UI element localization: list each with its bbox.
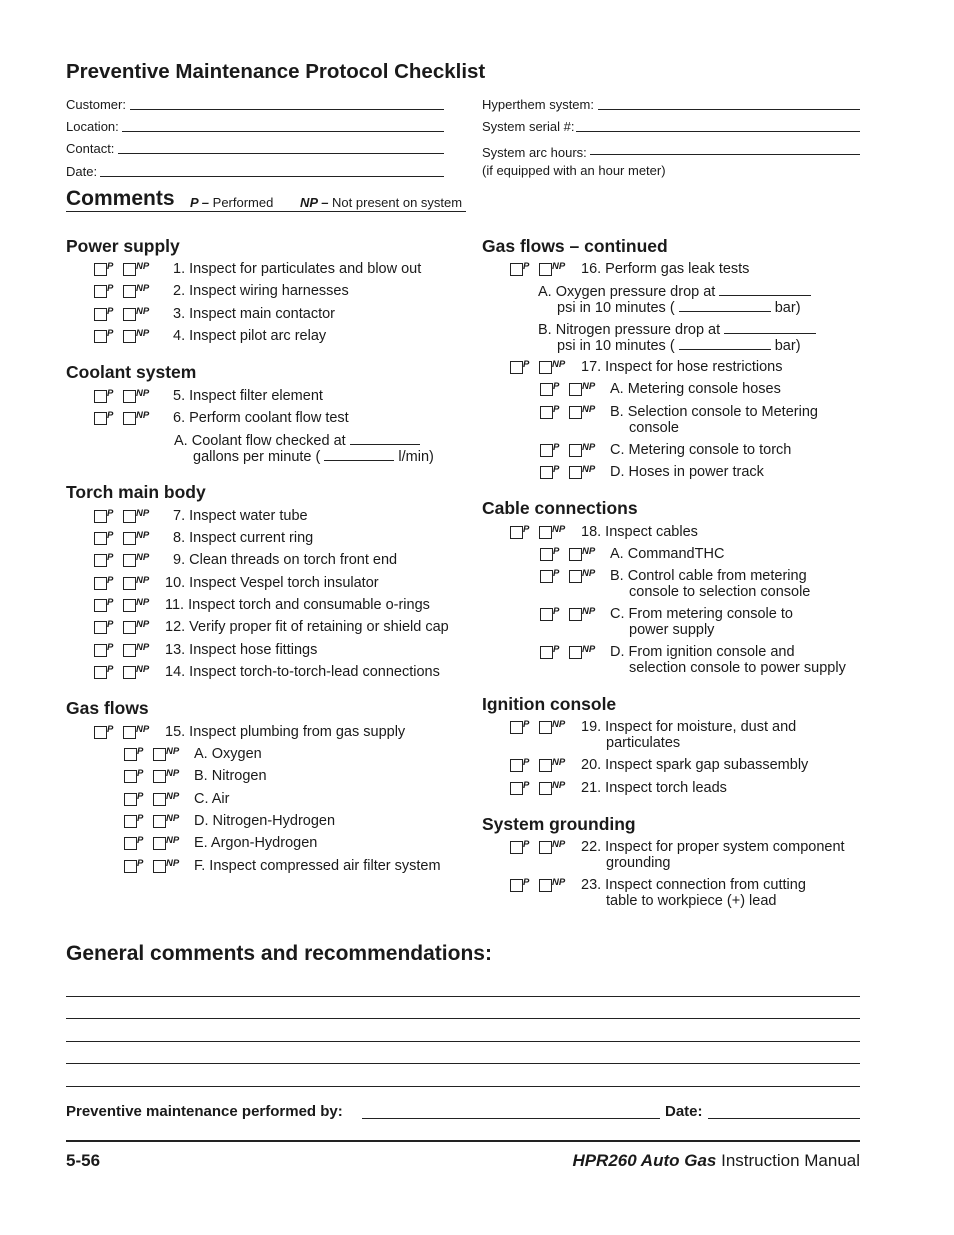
not-present-checkbox-label: NP [136, 664, 150, 675]
nitrogen-psi-units [557, 337, 801, 354]
checklist-row [94, 619, 474, 637]
checklist-row [94, 552, 474, 570]
section-ignition-console-title: Ignition console [482, 694, 617, 714]
footer-product: HPR260 Auto Gas [572, 1151, 717, 1170]
nitrogen-pressure-drop [538, 321, 816, 338]
performed-checkbox[interactable] [94, 330, 107, 343]
performed-checkbox[interactable] [540, 466, 553, 479]
not-present-checkbox-label: NP [136, 388, 150, 399]
hypertherm-system-field[interactable] [598, 109, 860, 110]
not-present-checkbox[interactable] [123, 285, 136, 298]
checklist-row [94, 388, 494, 406]
contact-field[interactable] [118, 153, 444, 154]
performed-checkbox-label: P [553, 644, 560, 655]
performed-checkbox-label: P [107, 642, 114, 653]
checklist-item-text: D. From ignition console and [610, 644, 795, 660]
performed-checkbox-label: P [137, 746, 144, 757]
performed-checkbox[interactable] [94, 554, 107, 567]
checklist-item-text: 12. Verify proper fit of retaining or shield cap [165, 619, 449, 635]
not-present-checkbox[interactable] [539, 759, 552, 772]
checklist-row [94, 597, 474, 615]
performed-checkbox-label: P [107, 283, 114, 294]
not-present-checkbox-label: NP [582, 381, 596, 392]
performed-checkbox[interactable] [94, 726, 107, 739]
location-field[interactable] [122, 131, 444, 132]
checklist-item-text: 2. Inspect wiring harnesses [173, 283, 349, 299]
performed-by-field[interactable] [362, 1118, 660, 1119]
performed-checkbox-label: P [107, 530, 114, 541]
nitrogen-psi-text: psi in 10 minutes ( [557, 338, 675, 354]
oxygen-pressure-text: A. Oxygen pressure drop at [538, 284, 716, 300]
performed-checkbox-label: P [107, 410, 114, 421]
section-torch-main-body-title: Torch main body [66, 482, 206, 502]
page-title: Preventive Maintenance Protocol Checklist [66, 60, 486, 83]
section-cable-connections-title: Cable connections [482, 498, 638, 518]
checklist-subrow [540, 381, 870, 399]
comments-divider [66, 211, 466, 212]
legend-performed [190, 195, 273, 210]
performed-checkbox[interactable] [540, 406, 553, 419]
performed-checkbox-label: P [523, 757, 530, 768]
checklist-item-text: C. Metering console to torch [610, 442, 792, 458]
not-present-checkbox[interactable] [539, 841, 552, 854]
general-comments-heading: General comments and recommendations: [66, 942, 492, 965]
checklist-subrow [124, 791, 504, 809]
checklist-item-text: B. Nitrogen [194, 768, 267, 784]
checklist-row [510, 839, 870, 873]
not-present-checkbox[interactable] [123, 577, 136, 590]
not-present-checkbox-label: NP [136, 508, 150, 519]
customer-field[interactable] [130, 109, 444, 110]
checklist-row [510, 359, 870, 377]
checklist-item-text: C. From metering console to [610, 606, 793, 622]
performed-checkbox-label: P [107, 508, 114, 519]
system-serial-label: System serial #: [482, 119, 575, 134]
performed-checkbox[interactable] [94, 599, 107, 612]
not-present-checkbox-label: NP [136, 530, 150, 541]
checklist-subrow [540, 442, 870, 460]
not-present-checkbox[interactable] [569, 608, 582, 621]
checklist-item-text: 10. Inspect Vespel torch insulator [165, 575, 379, 591]
not-present-checkbox[interactable] [539, 721, 552, 734]
performed-checkbox[interactable] [94, 263, 107, 276]
performed-checkbox-label: P [523, 359, 530, 370]
section-gas-flows-continued-title: Gas flows – continued [482, 236, 668, 256]
performed-checkbox[interactable] [94, 577, 107, 590]
section-system-grounding-title: System grounding [482, 814, 636, 834]
not-present-checkbox-label: NP [136, 261, 150, 272]
not-present-checkbox-label: NP [136, 328, 150, 339]
not-present-checkbox[interactable] [569, 646, 582, 659]
legend-not-present [300, 195, 462, 210]
legend-np-key: NP – [300, 195, 329, 210]
signoff-date-label: Date: [665, 1103, 703, 1120]
performed-checkbox-label: P [107, 388, 114, 399]
section-gas-flows-title: Gas flows [66, 698, 149, 718]
performed-checkbox[interactable] [94, 510, 107, 523]
not-present-checkbox-label: NP [582, 546, 596, 557]
nitrogen-psi-field[interactable] [724, 321, 816, 334]
performed-checkbox[interactable] [124, 860, 137, 873]
coolant-flow-units [193, 448, 434, 465]
checklist-item-text: A. Metering console hoses [610, 381, 781, 397]
not-present-checkbox-label: NP [552, 757, 566, 768]
performed-checkbox[interactable] [540, 383, 553, 396]
performed-checkbox-label: P [107, 664, 114, 675]
legend-p-key: P – [190, 195, 210, 210]
performed-checkbox[interactable] [540, 570, 553, 583]
performed-checkbox[interactable] [510, 526, 523, 539]
comment-line-1[interactable] [66, 996, 860, 997]
performed-checkbox-label: P [523, 780, 530, 791]
performed-checkbox[interactable] [510, 759, 523, 772]
checklist-item-text: 23. Inspect connection from cutting [581, 877, 806, 893]
nitrogen-bar-field[interactable] [679, 337, 771, 350]
not-present-checkbox-label: NP [136, 306, 150, 317]
checklist-item-text: A. CommandTHC [610, 546, 725, 562]
checklist-item-text: 5. Inspect filter element [173, 388, 323, 404]
checklist-row [510, 780, 870, 798]
performed-checkbox-label: P [107, 306, 114, 317]
location-label: Location: [66, 119, 119, 134]
signoff-date-field[interactable] [708, 1118, 860, 1119]
performed-checkbox-label: P [553, 404, 560, 415]
not-present-checkbox[interactable] [123, 412, 136, 425]
checklist-row [94, 664, 474, 682]
performed-checkbox-label: P [137, 835, 144, 846]
checklist-item-text: 6. Perform coolant flow test [173, 410, 349, 426]
oxygen-psi-field[interactable] [719, 283, 811, 296]
performed-checkbox-label: P [523, 524, 530, 535]
not-present-checkbox[interactable] [569, 383, 582, 396]
checklist-item-text: 17. Inspect for hose restrictions [581, 359, 783, 375]
not-present-checkbox[interactable] [153, 860, 166, 873]
not-present-checkbox-label: NP [582, 568, 596, 579]
performed-checkbox-label: P [107, 597, 114, 608]
checklist-item-text: grounding [606, 855, 671, 871]
performed-checkbox[interactable] [94, 621, 107, 634]
checklist-row [94, 328, 494, 346]
not-present-checkbox-label: NP [552, 524, 566, 535]
performed-checkbox-label: P [107, 261, 114, 272]
oxygen-psi-text: psi in 10 minutes ( [557, 300, 675, 316]
checklist-item-text: D. Nitrogen-Hydrogen [194, 813, 336, 829]
performed-checkbox[interactable] [510, 361, 523, 374]
comment-line-2[interactable] [66, 1018, 860, 1019]
not-present-checkbox-label: NP [136, 724, 150, 735]
not-present-checkbox[interactable] [153, 815, 166, 828]
not-present-checkbox-label: NP [136, 642, 150, 653]
not-present-checkbox-label: NP [136, 575, 150, 586]
checklist-subrow [124, 746, 504, 764]
not-present-checkbox[interactable] [123, 666, 136, 679]
checklist-item-text: 19. Inspect for moisture, dust and [581, 719, 797, 735]
arc-hours-label: System arc hours: [482, 145, 587, 160]
checklist-row [94, 306, 494, 324]
performed-checkbox-label: P [107, 724, 114, 735]
performed-checkbox-label: P [137, 813, 144, 824]
performed-checkbox[interactable] [94, 285, 107, 298]
checklist-item-text: C. Air [194, 791, 230, 807]
performed-checkbox-label: P [137, 791, 144, 802]
performed-checkbox-label: P [523, 877, 530, 888]
performed-checkbox[interactable] [94, 532, 107, 545]
not-present-checkbox[interactable] [569, 406, 582, 419]
comment-line-5[interactable] [66, 1086, 860, 1087]
comments-heading: Comments [66, 187, 175, 210]
performed-checkbox[interactable] [94, 644, 107, 657]
not-present-checkbox-label: NP [582, 606, 596, 617]
coolant-flow-gpm-field[interactable] [350, 432, 420, 445]
page-number: 5-56 [66, 1151, 101, 1170]
not-present-checkbox[interactable] [539, 263, 552, 276]
footer-manual: Instruction Manual [721, 1151, 860, 1170]
comment-line-3[interactable] [66, 1041, 860, 1042]
performed-checkbox[interactable] [510, 721, 523, 734]
checklist-item-text: D. Hoses in power track [610, 464, 764, 480]
not-present-checkbox-label: NP [136, 283, 150, 294]
checklist-item-text: 21. Inspect torch leads [581, 780, 727, 796]
not-present-checkbox[interactable] [569, 444, 582, 457]
not-present-checkbox[interactable] [123, 621, 136, 634]
checklist-item-text: 16. Perform gas leak tests [581, 261, 750, 277]
checklist-row [94, 508, 474, 526]
checklist-row [94, 410, 494, 428]
checklist-item-text: 8. Inspect current ring [173, 530, 314, 546]
coolant-flow-note [174, 432, 420, 449]
checklist-item-text: particulates [606, 735, 681, 751]
performed-checkbox[interactable] [540, 646, 553, 659]
checklist-item-text: 1. Inspect for particulates and blow out [173, 261, 422, 277]
not-present-checkbox-label: NP [552, 261, 566, 272]
checklist-row [94, 575, 474, 593]
performed-checkbox-label: P [137, 858, 144, 869]
performed-checkbox[interactable] [124, 815, 137, 828]
checklist-subrow [540, 568, 870, 602]
checklist-row [94, 642, 474, 660]
not-present-checkbox-label: NP [582, 442, 596, 453]
not-present-checkbox[interactable] [123, 330, 136, 343]
performed-checkbox-label: P [523, 839, 530, 850]
checklist-row [94, 724, 494, 742]
checklist-subrow [540, 464, 870, 482]
not-present-checkbox[interactable] [123, 554, 136, 567]
comment-line-4[interactable] [66, 1063, 860, 1064]
performed-checkbox-label: P [107, 328, 114, 339]
not-present-checkbox[interactable] [123, 726, 136, 739]
not-present-checkbox-label: NP [136, 410, 150, 421]
performed-checkbox[interactable] [510, 263, 523, 276]
checklist-item-text: A. Oxygen [194, 746, 262, 762]
not-present-checkbox[interactable] [123, 532, 136, 545]
performed-checkbox[interactable] [540, 608, 553, 621]
not-present-checkbox-label: NP [552, 877, 566, 888]
not-present-checkbox-label: NP [552, 359, 566, 370]
hypertherm-system-label: Hyperthem system: [482, 97, 594, 112]
arc-hours-field[interactable] [590, 154, 860, 155]
checklist-row [94, 530, 474, 548]
performed-checkbox[interactable] [94, 390, 107, 403]
checklist-row [94, 261, 494, 279]
performed-checkbox[interactable] [124, 748, 137, 761]
performed-checkbox-label: P [553, 546, 560, 557]
checklist-subrow [540, 606, 870, 640]
checklist-item-text: 11. Inspect torch and consumable o-rings [165, 597, 430, 613]
coolant-flow-lmin-field[interactable] [324, 448, 394, 461]
checklist-item-text: selection console to power supply [629, 660, 846, 676]
not-present-checkbox[interactable] [123, 510, 136, 523]
checklist-item-text: B. Selection console to Metering [610, 404, 818, 420]
not-present-checkbox-label: NP [136, 597, 150, 608]
checklist-item-text: 14. Inspect torch-to-torch-lead connections [165, 664, 440, 680]
performed-checkbox-label: P [553, 568, 560, 579]
legend-np-desc: Not present on system [332, 195, 463, 210]
not-present-checkbox[interactable] [153, 770, 166, 783]
checklist-item-text: table to workpiece (+) lead [606, 893, 777, 909]
not-present-checkbox[interactable] [569, 570, 582, 583]
coolant-flow-gpm-text: gallons per minute ( [193, 449, 321, 465]
performed-checkbox[interactable] [124, 793, 137, 806]
not-present-checkbox-label: NP [166, 835, 180, 846]
nitrogen-pressure-text: B. Nitrogen pressure drop at [538, 322, 721, 338]
performed-checkbox-label: P [523, 719, 530, 730]
checklist-item-text: B. Control cable from metering [610, 568, 807, 584]
checklist-item-text: 18. Inspect cables [581, 524, 698, 540]
checklist-row [510, 877, 870, 911]
checklist-subrow [540, 546, 870, 564]
oxygen-bar-field[interactable] [679, 299, 771, 312]
date-field[interactable] [100, 176, 444, 177]
footer-manual-title [572, 1151, 860, 1171]
not-present-checkbox-label: NP [552, 719, 566, 730]
performed-checkbox-label: P [553, 381, 560, 392]
coolant-flow-note-text: A. Coolant flow checked at [174, 433, 346, 449]
performed-checkbox-label: P [553, 606, 560, 617]
not-present-checkbox[interactable] [123, 599, 136, 612]
checklist-item-text: 20. Inspect spark gap subassembly [581, 757, 809, 773]
checklist-subrow [540, 644, 870, 678]
checklist-subrow [124, 768, 504, 786]
not-present-checkbox[interactable] [539, 782, 552, 795]
not-present-checkbox-label: NP [166, 791, 180, 802]
checklist-item-text: 13. Inspect hose fittings [165, 642, 318, 658]
nitrogen-bar-text: bar) [774, 338, 801, 354]
checklist-row [510, 719, 870, 753]
performed-checkbox[interactable] [540, 444, 553, 457]
performed-checkbox-label: P [107, 552, 114, 563]
oxygen-psi-units [557, 299, 801, 316]
not-present-checkbox[interactable] [539, 361, 552, 374]
checklist-row [510, 524, 870, 542]
checklist-item-text: E. Argon-Hydrogen [194, 835, 318, 851]
arc-hours-note: (if equipped with an hour meter) [482, 163, 666, 178]
not-present-checkbox-label: NP [582, 404, 596, 415]
not-present-checkbox-label: NP [582, 644, 596, 655]
oxygen-bar-text: bar) [774, 300, 801, 316]
not-present-checkbox[interactable] [153, 793, 166, 806]
checklist-item-text: console [629, 420, 679, 436]
section-power-supply-title: Power supply [66, 236, 180, 256]
customer-label: Customer: [66, 97, 126, 112]
not-present-checkbox[interactable] [539, 879, 552, 892]
performed-checkbox-label: P [553, 464, 560, 475]
not-present-checkbox[interactable] [153, 748, 166, 761]
checklist-subrow [124, 813, 504, 831]
performed-checkbox[interactable] [124, 837, 137, 850]
not-present-checkbox[interactable] [123, 308, 136, 321]
checklist-item-text: 9. Clean threads on torch front end [173, 552, 398, 568]
checklist-item-text: 22. Inspect for proper system component [581, 839, 845, 855]
checklist-subrow [540, 404, 870, 438]
not-present-checkbox-label: NP [166, 813, 180, 824]
performed-checkbox[interactable] [94, 308, 107, 321]
checklist-item-text: 3. Inspect main contactor [173, 306, 335, 322]
performed-checkbox[interactable] [94, 666, 107, 679]
checklist-item-text: 7. Inspect water tube [173, 508, 308, 524]
date-label: Date: [66, 164, 98, 179]
not-present-checkbox-label: NP [166, 858, 180, 869]
performed-checkbox[interactable] [124, 770, 137, 783]
performed-checkbox-label: P [137, 768, 144, 779]
performed-checkbox-label: P [107, 619, 114, 630]
performed-checkbox[interactable] [94, 412, 107, 425]
checklist-item-text: power supply [629, 622, 715, 638]
coolant-flow-lmin-text: l/min) [398, 449, 434, 465]
checklist-row [510, 261, 870, 279]
performed-checkbox-label: P [553, 442, 560, 453]
checklist-item-text: 15. Inspect plumbing from gas supply [165, 724, 406, 740]
not-present-checkbox-label: NP [166, 746, 180, 757]
legend-p-desc: Performed [212, 195, 274, 210]
oxygen-pressure-drop [538, 283, 811, 300]
not-present-checkbox-label: NP [136, 552, 150, 563]
footer-rule [66, 1140, 860, 1142]
performed-checkbox-label: P [523, 261, 530, 272]
not-present-checkbox-label: NP [552, 780, 566, 791]
contact-label: Contact: [66, 141, 115, 156]
checklist-item-text: console to selection console [629, 584, 811, 600]
section-coolant-system-title: Coolant system [66, 362, 197, 382]
not-present-checkbox-label: NP [136, 619, 150, 630]
not-present-checkbox-label: NP [582, 464, 596, 475]
checklist-row [94, 283, 494, 301]
performed-by-label: Preventive maintenance performed by: [66, 1103, 343, 1120]
not-present-checkbox[interactable] [123, 263, 136, 276]
checklist-subrow [124, 858, 504, 876]
not-present-checkbox[interactable] [569, 548, 582, 561]
not-present-checkbox-label: NP [552, 839, 566, 850]
performed-checkbox[interactable] [510, 841, 523, 854]
checklist-item-text: F. Inspect compressed air filter system [194, 858, 441, 874]
performed-checkbox[interactable] [540, 548, 553, 561]
checklist-subrow [124, 835, 504, 853]
performed-checkbox-label: P [107, 575, 114, 586]
system-serial-field[interactable] [576, 131, 860, 132]
performed-checkbox[interactable] [510, 782, 523, 795]
checklist-row [510, 757, 870, 775]
not-present-checkbox[interactable] [569, 466, 582, 479]
performed-checkbox[interactable] [510, 879, 523, 892]
not-present-checkbox[interactable] [153, 837, 166, 850]
checklist-item-text: 4. Inspect pilot arc relay [173, 328, 327, 344]
not-present-checkbox-label: NP [166, 768, 180, 779]
not-present-checkbox[interactable] [123, 644, 136, 657]
not-present-checkbox[interactable] [539, 526, 552, 539]
not-present-checkbox[interactable] [123, 390, 136, 403]
